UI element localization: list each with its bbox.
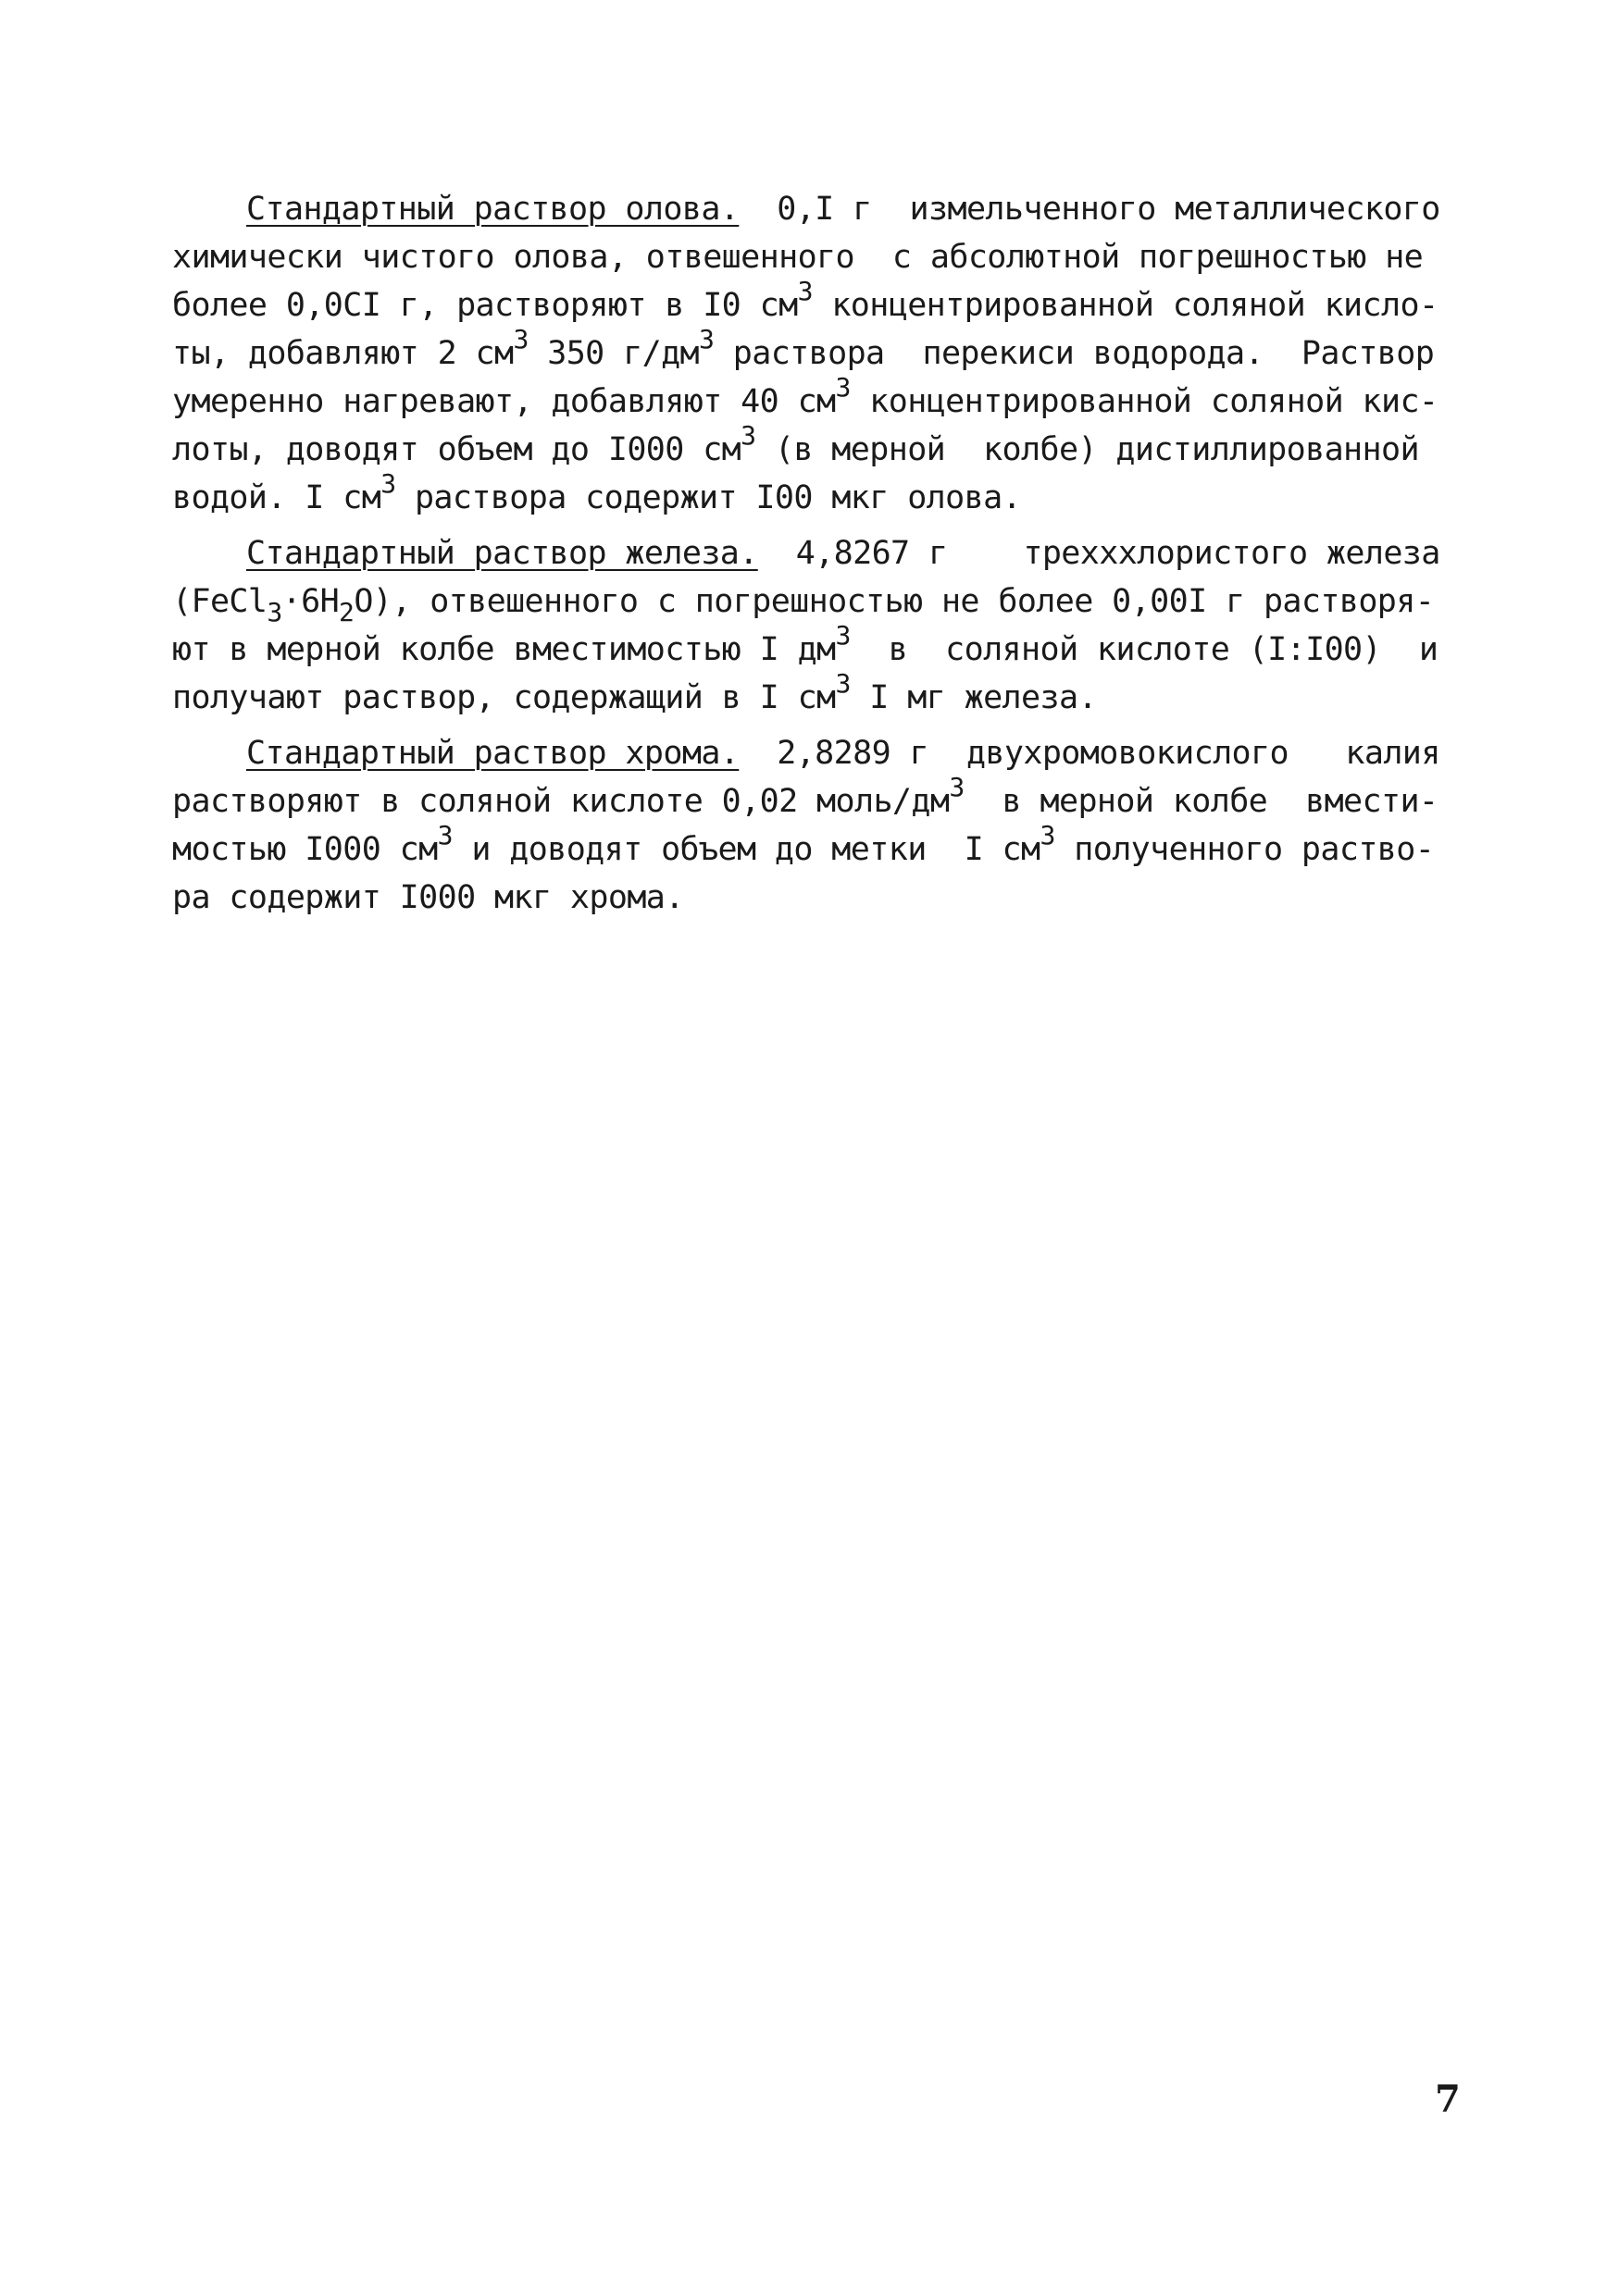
text-run: водой. I см	[172, 479, 381, 516]
text-run: в мерной колбе вмести-	[964, 783, 1438, 820]
paragraph	[172, 185, 1468, 522]
superscript: 3	[699, 324, 715, 355]
text-line	[172, 420, 1468, 474]
text-run: концентрированной соляной кисло-	[812, 287, 1438, 324]
text-line	[172, 468, 1468, 522]
superscript: 3	[380, 468, 396, 500]
text-run: (FeCl	[172, 583, 268, 620]
section-heading: Стандартный раствор олова.	[246, 191, 740, 228]
text-line	[172, 577, 1468, 626]
subscript: 2	[339, 596, 355, 627]
text-line	[172, 874, 1468, 922]
text-line	[172, 529, 1468, 577]
text-run: и доводят объем до метки I см	[452, 831, 1040, 868]
superscript: 3	[949, 772, 965, 803]
section-heading: Стандартный раствор железа.	[246, 535, 758, 572]
section-heading: Стандартный раствор хрома.	[246, 735, 740, 772]
text-run: раствора содержит I00 мкг олова.	[395, 479, 1022, 516]
text-line	[172, 276, 1468, 329]
superscript: 3	[835, 372, 851, 403]
superscript: 3	[437, 820, 453, 851]
text-line	[172, 772, 1468, 825]
body-text	[172, 185, 1468, 922]
paragraph	[172, 729, 1468, 922]
paragraph	[172, 529, 1468, 722]
text-run: умеренно нагревают, добавляют 40 см	[172, 383, 836, 420]
text-line	[172, 668, 1468, 722]
text-run: концентрированной соляной кис-	[850, 383, 1438, 420]
text-line	[172, 820, 1468, 874]
subscript: 3	[267, 596, 282, 627]
text-run: 2,8289 г двухромовокислого калия	[739, 735, 1440, 772]
text-run: 4,8267 г трехххлористого железа	[757, 535, 1440, 572]
text-run: лоты, доводят объем до I000 см	[172, 431, 741, 468]
superscript: 3	[835, 620, 851, 652]
text-line	[172, 324, 1468, 378]
text-run: 350 г/дм	[528, 335, 700, 372]
text-run: более 0,0CI г, растворяют в I0 см	[172, 287, 798, 324]
superscript: 3	[797, 276, 813, 307]
text-run: раствора перекиси водорода. Раствор	[714, 335, 1435, 372]
text-run: ·6H	[281, 583, 340, 620]
superscript: 3	[835, 668, 851, 700]
text-run: полученного раство-	[1054, 831, 1435, 868]
text-run: химически чистого олова, отвешенного с абсолютной погрешностью не	[172, 239, 1424, 276]
text-line	[172, 233, 1468, 281]
text-line	[172, 185, 1468, 233]
text-line	[172, 620, 1468, 674]
text-run: мостью I000 см	[172, 831, 438, 868]
text-run: O), отвешенного с погрешностью не более 0,00I г растворя-	[354, 583, 1435, 620]
superscript: 3	[1040, 820, 1055, 851]
page-number: 7	[1435, 2078, 1461, 2121]
text-run: 0,I г измельченного металлического	[739, 191, 1440, 228]
text-run: в соляной кислоте (I:I00) и	[850, 631, 1438, 668]
text-run: растворяют в соляной кислоте 0,02 моль/дм	[172, 783, 950, 820]
superscript: 3	[741, 420, 756, 452]
text-line	[172, 729, 1468, 777]
text-run: I мг железа.	[850, 679, 1097, 716]
text-run: получают раствор, содержащий в I см	[172, 679, 836, 716]
text-run: (в мерной колбе) дистиллированной	[755, 431, 1419, 468]
superscript: 3	[513, 324, 529, 355]
text-line	[172, 372, 1468, 426]
text-run: ют в мерной колбе вместимостью I дм	[172, 631, 836, 668]
text-run: ты, добавляют 2 см	[172, 335, 514, 372]
text-run: ра содержит I000 мкг хрома.	[172, 879, 684, 916]
